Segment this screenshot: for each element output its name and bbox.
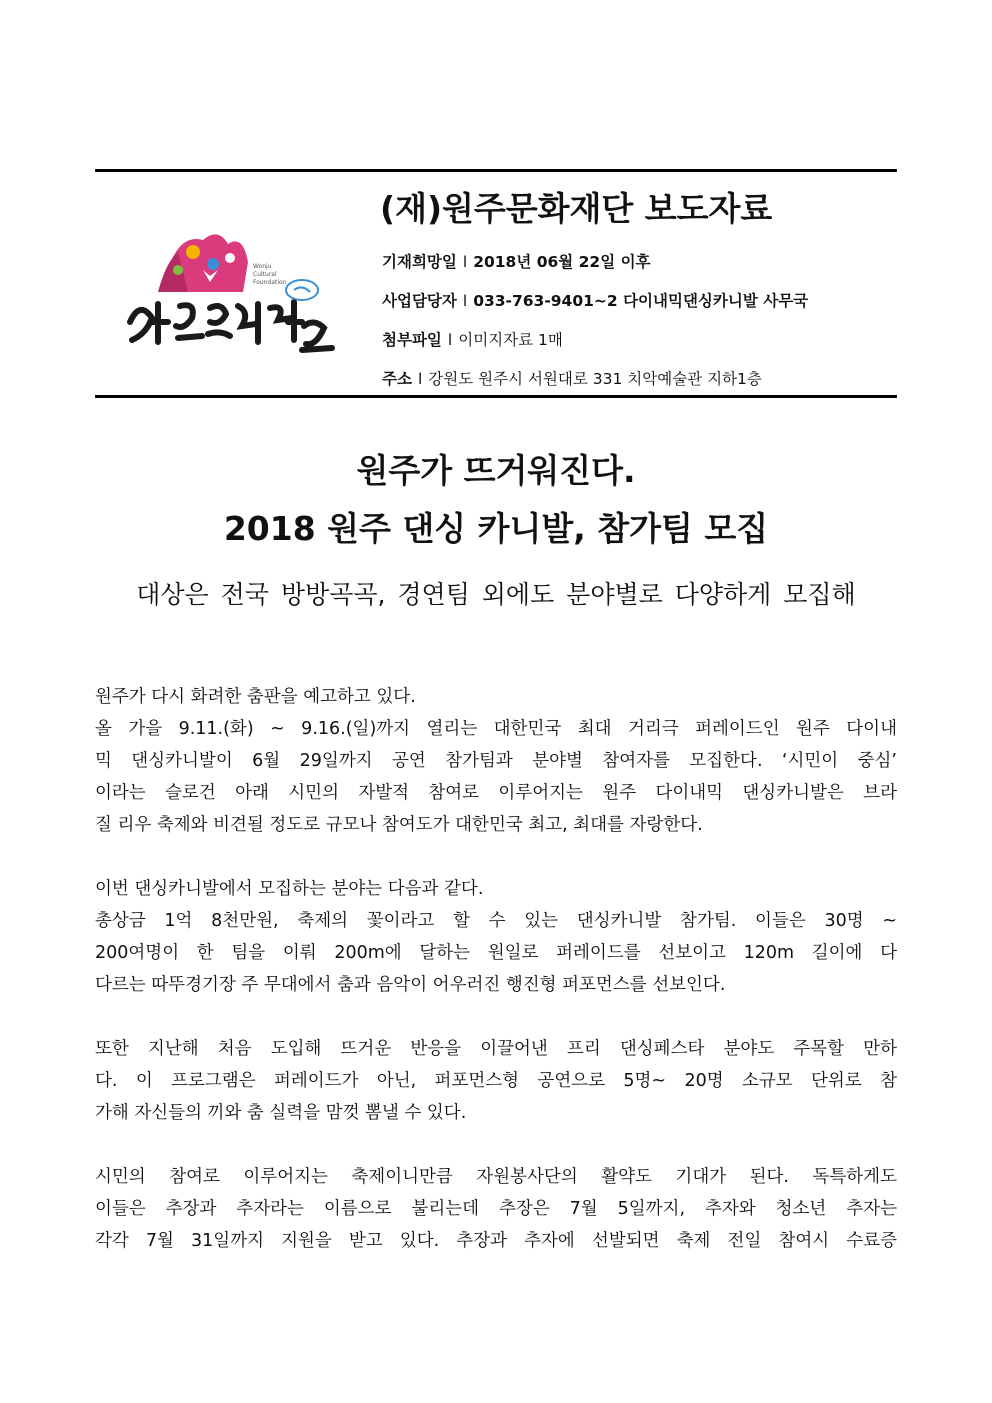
body-line: 총상금 1억 8천만원, 축제의 꽃이라고 할 수 있는 댄싱카니발 참가팀. 이들은 30명 ~: [95, 911, 897, 931]
body-line: 가해 자신들의 끼와 춤 실력을 맘껏 뽐낼 수 있다.: [95, 1103, 467, 1123]
body-line: 질 리우 축제와 비견될 정도로 규모나 참여도가 대한민국 최고, 최대를 자랑한다.: [95, 815, 703, 835]
body-line: 올 가을 9.11.(화) ~ 9.16.(일)까지 열리는 대한민국 최대 거리극 퍼레이드인 원주 다이내: [95, 719, 897, 739]
logo-dot-blue: [207, 258, 219, 270]
meta-value: 이미지자료 1매: [458, 331, 563, 349]
press-release-title: (재)원주문화재단 보도자료: [380, 189, 773, 228]
logo-sun-icon: [186, 245, 200, 259]
meta-label: 주소: [382, 370, 412, 388]
meta-value: 2018년 06월 22일 이후: [473, 253, 651, 271]
meta-address: [382, 367, 762, 389]
body-line: 시민의 참여로 이루어지는 축제이니만큼 자원봉사단의 활약도 기대가 된다. 독특하게도: [95, 1167, 897, 1187]
body-line: 이번 댄싱카니발에서 모집하는 분야는 다음과 같다.: [95, 879, 484, 899]
body-line: 각각 7월 31일까지 지원을 받고 있다. 추장과 추자에 선발되면 축제 전일 참여시 수료증: [95, 1231, 897, 1251]
logo-tagline-1: Wonju: [253, 263, 272, 270]
subheadline: 대상은 전국 방방곡곡, 경연팀 외에도 분야별로 다양하게 모집해: [136, 580, 856, 609]
logo-dot-white: [225, 253, 235, 263]
body-line: 다. 이 프로그램은 퍼레이드가 아닌, 퍼포먼스형 공연으로 5명~ 20명 소규모 단위로 참: [95, 1071, 897, 1091]
meta-label: 첨부파일: [382, 331, 442, 349]
meta-attachment: [382, 328, 563, 350]
body-line: 이라는 슬로건 아래 시민의 자발적 참여로 이루어지는 원주 다이내믹 댄싱카니발은 브라: [95, 783, 897, 803]
meta-separator: l: [462, 292, 468, 310]
body-line: 원주가 다시 화려한 춤판을 예고하고 있다.: [95, 687, 416, 707]
meta-separator: l: [462, 253, 468, 271]
headline-line-1: 원주가 뜨거워진다.: [356, 451, 636, 490]
header-top-rule: [95, 169, 897, 172]
meta-contact: [382, 289, 808, 311]
logo-tagline-2: Cultural: [253, 271, 277, 278]
meta-separator: l: [417, 370, 423, 388]
meta-value: 033-763-9401~2 다이내믹댄싱카니발 사무국: [473, 292, 809, 310]
logo-tagline-3: Foundation: [253, 279, 287, 286]
body-line: 200여명이 한 팀을 이뤄 200m에 달하는 원일로 퍼레이드를 선보이고 120m 길이에 다: [95, 943, 897, 963]
body-line: 이들은 추장과 추자라는 이름으로 불리는데 추장은 7월 5일까지, 추자와 청소년 추자는: [95, 1199, 897, 1219]
meta-publish-date: [382, 250, 651, 272]
logo-dot-green: [173, 265, 183, 275]
meta-value: 강원도 원주시 서원대로 331 치악예술관 지하1층: [428, 370, 762, 388]
meta-label: 기재희망일: [382, 253, 457, 271]
headline-line-2: 2018 원주 댄싱 카니발, 참가팀 모집: [223, 509, 769, 548]
body-line: 또한 지난해 처음 도입해 뜨거운 반응을 이끌어낸 프리 댄싱페스타 분야도 주목할 만하: [95, 1039, 897, 1059]
body-line: 다르는 따뚜경기장 주 무대에서 춤과 음악이 어우러진 행진형 퍼포먼스를 선보인다.: [95, 975, 726, 995]
foundation-logo-graphic: [118, 222, 338, 362]
body-line: 믹 댄싱카니발이 6월 29일까지 공연 참가팀과 분야별 참여자를 모집한다. ‘시민이 중심’: [95, 751, 897, 771]
foundation-logo: [118, 222, 338, 362]
header-bottom-rule: [95, 395, 897, 398]
meta-label: 사업담당자: [382, 292, 457, 310]
meta-separator: l: [447, 331, 453, 349]
